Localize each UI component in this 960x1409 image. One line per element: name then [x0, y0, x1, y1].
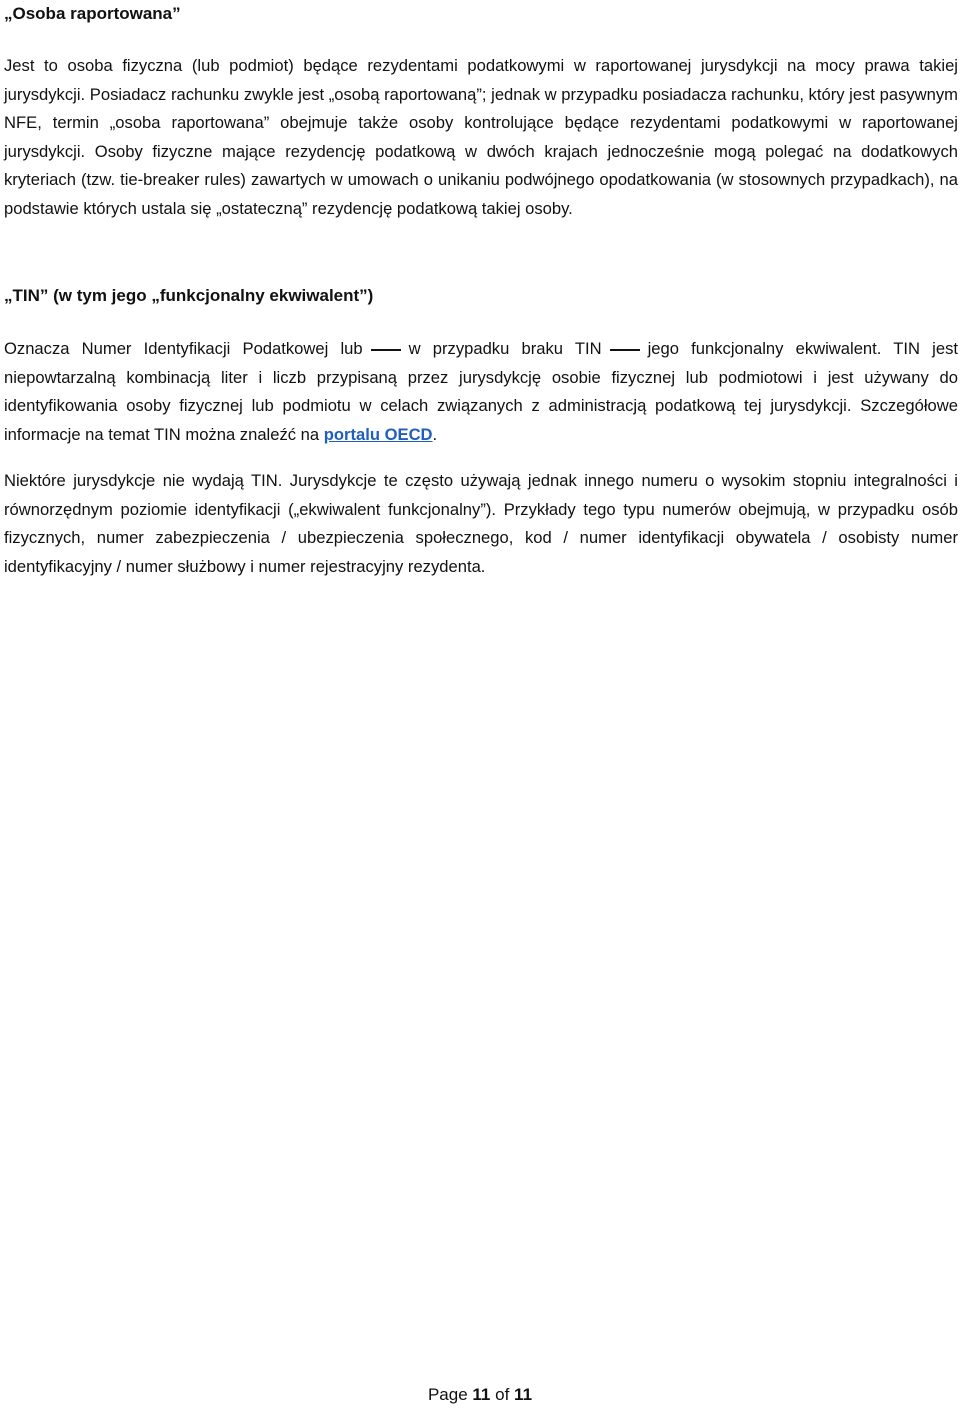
em-dash: [371, 349, 401, 351]
section-heading-tin: „TIN” (w tym jego „funkcjonalny ekwiwalent”): [4, 286, 374, 305]
tin-text-end: .: [432, 424, 438, 444]
section-heading-osoba-raportowana: „Osoba raportowana”: [4, 4, 181, 23]
current-page-number: 11: [472, 1385, 491, 1404]
oecd-portal-link[interactable]: portalu OECD: [323, 424, 433, 444]
tin-text-part3: jego funkcjonalny ekwiwalent. TIN jest niepowtarzalną kombinacją liter i liczb przypisaną przez jurysdykcję osobie fizycznej lub podmiotowi i jest używany do identyfikowania osoby fizycznej lub podmiotu w celach związanych z administracją podatkową tej jurysdykcji. Szczegółowe informacje na temat TIN można znaleźć na: [4, 339, 958, 444]
tin-text-part2: w przypadku braku TIN: [408, 339, 602, 358]
of-label: of: [495, 1385, 510, 1404]
tin-text-part1: Oznacza Numer Identyfikacji Podatkowej lub: [4, 339, 363, 358]
page-footer: [0, 1384, 960, 1406]
em-dash: [610, 349, 640, 351]
total-pages-number: 11: [514, 1385, 533, 1404]
paragraph-tin-definition: [4, 335, 958, 449]
page-label: Page: [427, 1385, 468, 1404]
paragraph-osoba-raportowana: Jest to osoba fizyczna (lub podmiot) będące rezydentami podatkowymi w raportowanej jurysdykcji na mocy prawa takiej jurysdykcji. Posiadacz rachunku zwykle jest „osobą raportowaną”; jednak w przypadku posiadacza rachunku, który jest pasywnym NFE, termin „osoba raportowana” obejmuje także osoby kontrolujące będące rezydentami podatkowymi w raportowanej jurysdykcji. Osoby fizyczne mające rezydencję podatkową w dwóch krajach jednocześnie mogą polegać na dodatkowych kryteriach (tzw. tie-breaker rules) zawartych w umowach o unikaniu podwójnego opodatkowania (w stosownych przypadkach), na podstawie których ustala się „ostateczną” rezydencję podatkową takiej osoby.: [4, 56, 958, 218]
paragraph-tin-equivalent: Niektóre jurysdykcje nie wydają TIN. Jurysdykcje te często używają jednak innego numeru o wysokim stopniu integralności i równorzędnym poziomie identyfikacji („ekwiwalent funkcjonalny”). Przykłady tego typu numerów obejmują, w przypadku osób fizycznych, numer zabezpieczenia / ubezpieczenia społecznego, kod / numer identyfikacji obywatela / osobisty numer identyfikacyjny / numer służbowy i numer rejestracyjny rezydenta.: [4, 471, 958, 576]
